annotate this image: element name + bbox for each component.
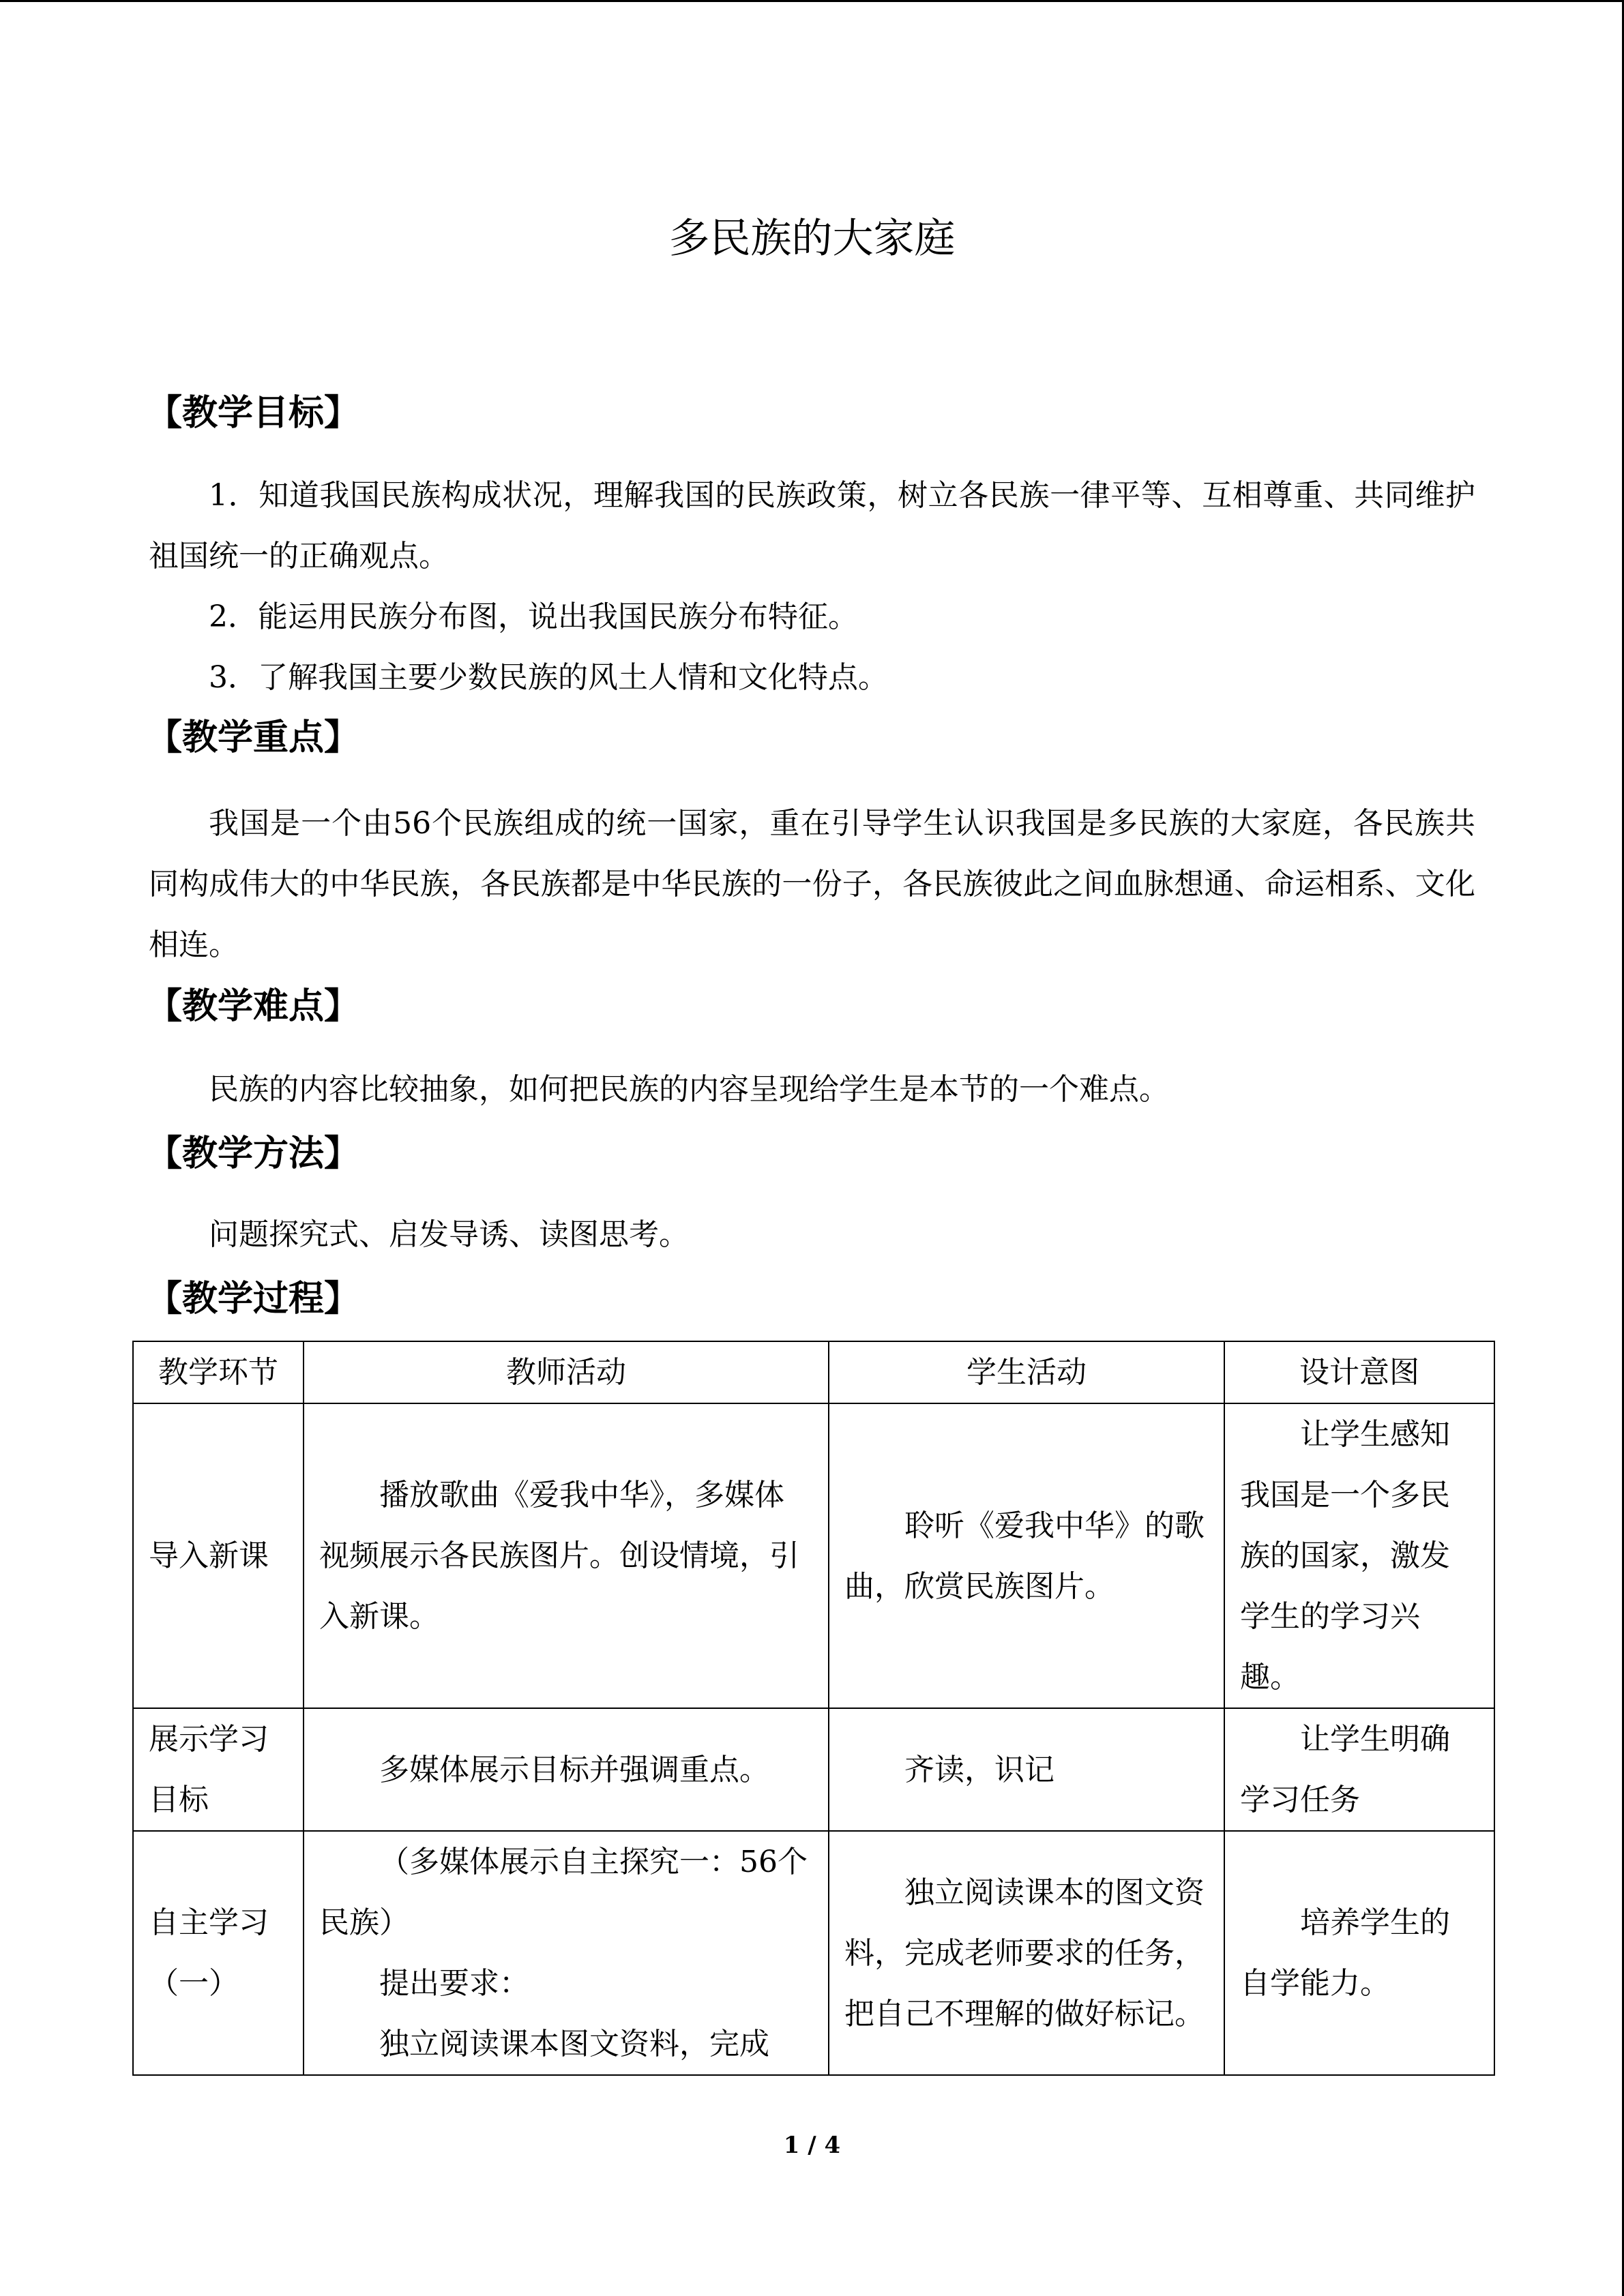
heading-goals: 【教学目标】 [147, 393, 360, 434]
teacher-line: 提出要求： [379, 1966, 529, 2001]
page-number: 1 / 4 [783, 2132, 841, 2159]
student-cell: 聆听《爱我中华》的歌曲，欣赏民族图片。 [829, 1403, 1224, 1708]
teacher-line: （多媒体展示自主探究一：56个民族） [319, 1845, 808, 1940]
document-title: 多民族的大家庭 [668, 215, 956, 263]
table-header-row [133, 1341, 1494, 1403]
goal-item-1: 1．知道我国民族构成状况，理解我国的民族政策，树立各民族一律平等、互相尊重、共同维护祖国统一的正确观点。 [149, 478, 1475, 573]
heading-key-points: 【教学重点】 [147, 717, 360, 758]
student-cell: 齐读，识记 [829, 1708, 1224, 1831]
process-table [132, 1341, 1495, 2076]
teacher-cell: 多媒体展示目标并强调重点。 [304, 1708, 829, 1831]
stage-cell: 自主学习（一） [133, 1831, 304, 2075]
student-cell: 独立阅读课本的图文资料，完成老师要求的任务，把自己不理解的做好标记。 [829, 1831, 1224, 2075]
column-header: 教学环节 [133, 1341, 304, 1403]
table-row [133, 1708, 1494, 1831]
table-row [133, 1403, 1494, 1708]
difficulties-text: 民族的内容比较抽象，如何把民族的内容呈现给学生是本节的一个难点。 [209, 1072, 1169, 1107]
column-header: 设计意图 [1224, 1341, 1494, 1403]
stage-cell: 导入新课 [133, 1403, 304, 1708]
heading-methods: 【教学方法】 [147, 1133, 360, 1174]
stage-cell: 展示学习目标 [133, 1708, 304, 1831]
column-header: 学生活动 [829, 1341, 1224, 1403]
key-points-text: 我国是一个由56个民族组成的统一国家，重在引导学生认识我国是多民族的大家庭，各民族共同构成伟大的中华民族，各民族都是中华民族的一份子，各民族彼此之间血脉想通、命运相系、文化相连。 [149, 806, 1475, 962]
goal-item-2: 2．能运用民族分布图，说出我国民族分布特征。 [209, 599, 858, 634]
intent-cell: 让学生明确学习任务 [1224, 1708, 1494, 1831]
intent-cell: 让学生感知我国是一个多民族的国家，激发学生的学习兴趣。 [1224, 1403, 1494, 1708]
heading-process: 【教学过程】 [147, 1279, 360, 1320]
teacher-cell: 播放歌曲《爱我中华》，多媒体视频展示各民族图片。创设情境，引入新课。 [304, 1403, 829, 1708]
page-border [0, 0, 1624, 2]
table-row [133, 1831, 1494, 2075]
column-header: 教师活动 [304, 1341, 829, 1403]
teacher-line: 独立阅读课本图文资料，完成 [379, 2027, 769, 2061]
heading-difficulties: 【教学难点】 [147, 986, 360, 1027]
goal-item-3: 3．了解我国主要少数民族的风土人情和文化特点。 [209, 660, 888, 695]
intent-cell: 培养学生的自学能力。 [1224, 1831, 1494, 2075]
teacher-cell [304, 1831, 829, 2075]
methods-text: 问题探究式、启发导诱、读图思考。 [209, 1217, 689, 1252]
